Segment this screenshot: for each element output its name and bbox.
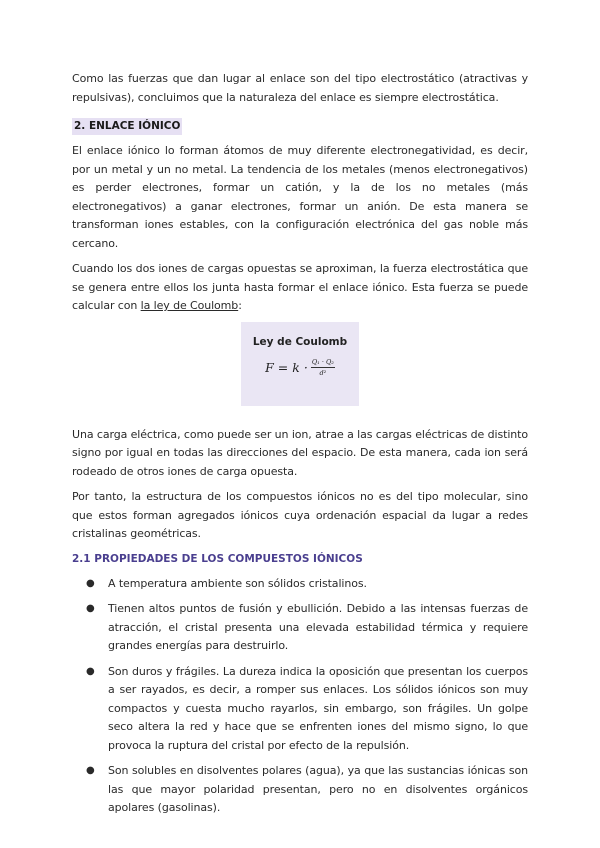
coulomb-law-link[interactable]: la ley de Coulomb — [140, 299, 239, 312]
coulomb-formula — [241, 358, 359, 377]
subsection-heading: 2.1 PROPIEDADES DE LOS COMPUESTOS IÓNICOS — [72, 552, 363, 565]
bullet-icon: ● — [86, 765, 95, 776]
coulomb-intro-paragraph — [72, 260, 528, 316]
bullet-icon: ● — [86, 603, 95, 614]
list-item — [72, 762, 528, 818]
bullet-icon: ● — [86, 665, 95, 677]
properties-list — [72, 575, 528, 818]
coulomb-colon: : — [238, 299, 242, 312]
bullet-icon: ● — [86, 577, 95, 589]
formula-numerator: Q₁ · Q₂ — [311, 357, 334, 366]
section-heading: 2. ENLACE IÓNICO — [72, 118, 182, 135]
formula-equals: = — [277, 359, 289, 375]
formula-lhs: F — [265, 359, 274, 375]
intro-paragraph: Como las fuerzas que dan lugar al enlace son del tipo electrostático (atractivas y repulsivas), concluimos que la naturaleza del enlace es siempre electrostática. — [72, 72, 528, 104]
list-item — [72, 600, 528, 656]
formula-title: Ley de Coulomb — [252, 335, 348, 348]
page-content — [72, 70, 528, 818]
ionic-definition-paragraph: El enlace iónico lo forman átomos de muy diferente electronegatividad, es decir, por un metal y un no metal. La tendencia de los metales (menos electronegativos) es perder electrones, formar un catión, y la de los no metales (más electronegativos) a ganar electrones, formar un anión. De esta manera se transforman iones estables, con la configuración electrónica del gas noble más cercano. — [72, 144, 528, 250]
structure-paragraph: Por tanto, la estructura de los compuestos iónicos no es del tipo molecular, sino que estos forman agregados iónicos cuya ordenación espacial da lugar a redes cristalinas geométricas. — [72, 490, 528, 540]
property-text: Son duros y frágiles. La dureza indica la oposición que presentan los cuerpos a ser rayados, es decir, a romper sus enlaces. Los sólidos iónicos son muy compactos y cuesta mucho rayarlos, sin embargo, son frágiles. Un golpe seco altera la red y hace que se enfrenten iones del mismo signo, lo que provoca la ruptura del cristal por efecto de la repulsión. — [108, 664, 528, 752]
charge-paragraph: Una carga eléctrica, como puede ser un ion, atrae a las cargas eléctricas de distinto signo por igual en todas las direcciones del espacio. De esta manera, cada ion será rodeado de otros iones de carga opuesta. — [72, 427, 528, 478]
property-text: A temperatura ambiente son sólidos cristalinos. — [108, 576, 367, 590]
formula-denominator: d² — [319, 368, 327, 377]
list-item — [72, 575, 528, 594]
list-item — [72, 663, 528, 756]
formula-constant: k · — [292, 359, 308, 375]
property-text: Tienen altos puntos de fusión y ebullición. Debido a las intensas fuerzas de atracción, el cristal presenta una elevada estabilidad térmica y requiere grandes energías para destruirlo. — [108, 602, 528, 652]
coulomb-formula-box — [241, 322, 359, 406]
coulomb-intro-text: Cuando los dos iones de cargas opuestas se aproximan, la fuerza electrostática que se genera entre ellos los junta hasta formar el enlace iónico. Esta fuerza se puede calcular con — [72, 262, 528, 312]
formula-fraction — [311, 358, 335, 377]
formula-wrapper — [72, 322, 528, 426]
property-text: Son solubles en disolventes polares (agua), ya que las sustancias iónicas son las que mayor polaridad presentan, pero no en disolventes orgánicos apolares (gasolinas). — [108, 764, 528, 814]
